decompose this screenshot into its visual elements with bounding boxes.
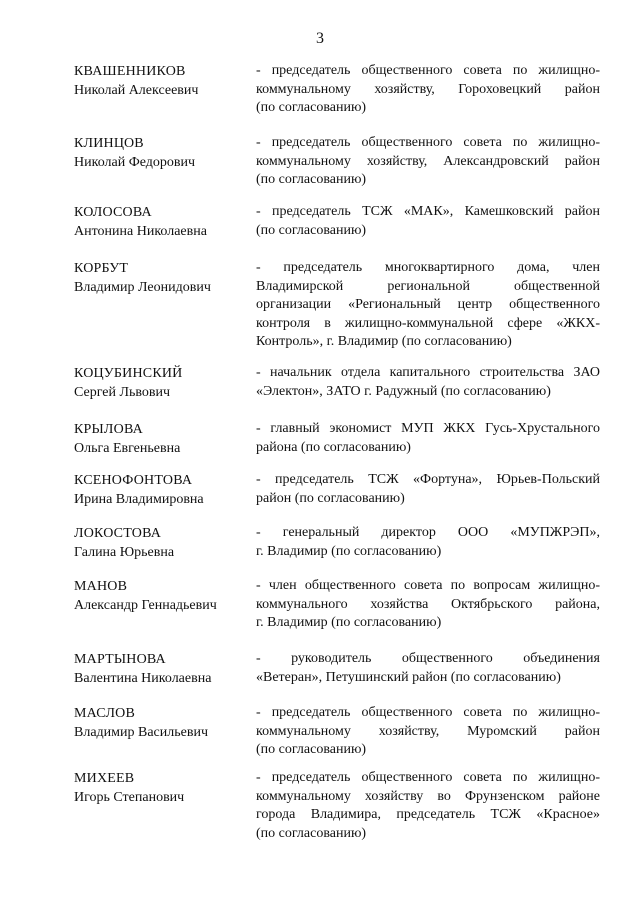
member-surname: ЛОКОСТОВА — [74, 526, 162, 541]
position-line: контроля в жилищно-коммунальной сфере «ЖКХ- — [256, 315, 600, 331]
member-name — [74, 704, 254, 742]
member-name — [74, 769, 254, 807]
position-line: коммунальному хозяйству, Гороховецкий район — [256, 81, 600, 97]
member-given-name: Николай Алексеевич — [74, 83, 199, 98]
member-name — [74, 524, 254, 562]
position-line: (по согласованию) — [256, 825, 367, 841]
member-given-name: Сергей Львович — [74, 385, 171, 400]
position-line: коммунальному хозяйству во Фрунзенском районе — [256, 788, 600, 804]
position-line: - генеральный директор ООО «МУПЖРЭП», — [256, 525, 600, 540]
position-line: коммунальному хозяйству, Александровский район — [256, 153, 600, 169]
page-number: 3 — [316, 30, 324, 47]
member-surname: КОЛОСОВА — [74, 205, 152, 220]
member-position — [256, 134, 600, 190]
position-line: «Ветеран», Петушинский район (по согласованию) — [256, 669, 561, 685]
position-line: коммунального хозяйства Октябрьского района, — [256, 596, 600, 612]
member-given-name: Николай Федорович — [74, 155, 196, 170]
position-line: «Электон», ЗАТО г. Радужный (по согласованию) — [256, 383, 551, 399]
member-name — [74, 650, 254, 688]
position-line: (по согласованию) — [256, 222, 367, 238]
member-surname: МАНОВ — [74, 579, 128, 594]
member-position — [256, 420, 600, 457]
position-line: организации «Региональный центр общественного — [256, 297, 600, 312]
position-line: района (по согласованию) — [256, 439, 411, 455]
position-line: г. Владимир (по согласованию) — [256, 543, 442, 559]
position-line: г. Владимир (по согласованию) — [256, 615, 442, 630]
member-surname: КВАШЕННИКОВ — [74, 64, 186, 79]
member-name — [74, 364, 254, 402]
member-position — [256, 471, 600, 508]
position-line: Владимирской региональной общественной — [256, 278, 600, 294]
position-line: (по согласованию) — [256, 172, 367, 187]
position-line: - председатель общественного совета по жилищно- — [256, 135, 600, 150]
member-surname: МАСЛОВ — [74, 706, 135, 721]
member-name — [74, 420, 254, 458]
member-position — [256, 203, 600, 240]
position-line: - председатель общественного совета по жилищно- — [256, 63, 600, 78]
member-position — [256, 577, 600, 633]
position-line: - начальник отдела капитального строительства ЗАО — [256, 365, 600, 380]
member-given-name: Валентина Николаевна — [74, 671, 212, 686]
member-name — [74, 134, 254, 172]
member-surname: КСЕНОФОНТОВА — [74, 473, 193, 488]
position-line: район (по согласованию) — [256, 490, 405, 506]
member-position — [256, 704, 600, 760]
position-line: (по согласованию) — [256, 100, 367, 115]
member-given-name: Владимир Васильевич — [74, 725, 208, 740]
position-line: коммунальному хозяйству, Муромский район — [256, 723, 600, 739]
member-name — [74, 577, 254, 615]
position-line: - председатель ТСЖ «Фортуна», Юрьев-Польский — [256, 472, 600, 487]
member-given-name: Владимир Леонидович — [74, 280, 211, 295]
member-given-name: Антонина Николаевна — [74, 224, 207, 239]
member-position — [256, 259, 600, 352]
position-line: - председатель ТСЖ «МАК», Камешковский район — [256, 204, 600, 219]
member-position — [256, 364, 600, 401]
member-surname: КОРБУТ — [74, 261, 129, 276]
member-given-name: Галина Юрьевна — [74, 545, 175, 560]
member-name — [74, 259, 254, 297]
member-surname: КРЫЛОВА — [74, 422, 143, 437]
position-line: - член общественного совета по вопросам жилищно- — [256, 578, 600, 593]
position-line: (по согласованию) — [256, 742, 367, 757]
member-name — [74, 203, 254, 241]
position-line: - руководитель общественного объединения — [256, 651, 600, 666]
member-surname: МАРТЫНОВА — [74, 652, 166, 667]
member-surname: КЛИНЦОВ — [74, 136, 144, 151]
member-position — [256, 769, 600, 843]
member-position — [256, 62, 600, 118]
member-position — [256, 650, 600, 687]
position-line: - председатель многоквартирного дома, член — [256, 260, 600, 275]
member-name — [74, 471, 254, 509]
position-line: - председатель общественного совета по жилищно- — [256, 770, 600, 785]
member-given-name: Игорь Степанович — [74, 790, 185, 805]
position-line: - председатель общественного совета по жилищно- — [256, 705, 600, 720]
member-surname: КОЦУБИНСКИЙ — [74, 366, 183, 381]
member-position — [256, 524, 600, 561]
member-given-name: Ирина Владимировна — [74, 492, 204, 507]
member-given-name: Ольга Евгеньевна — [74, 441, 181, 456]
member-surname: МИХЕЕВ — [74, 771, 135, 786]
position-line: Контроль», г. Владимир (по согласованию) — [256, 334, 512, 349]
position-line: города Владимира, председатель ТСЖ «Красное» — [256, 807, 600, 822]
member-name — [74, 62, 254, 100]
member-given-name: Александр Геннадьевич — [74, 598, 217, 613]
position-line: - главный экономист МУП ЖКХ Гусь-Хрустального — [256, 421, 600, 436]
